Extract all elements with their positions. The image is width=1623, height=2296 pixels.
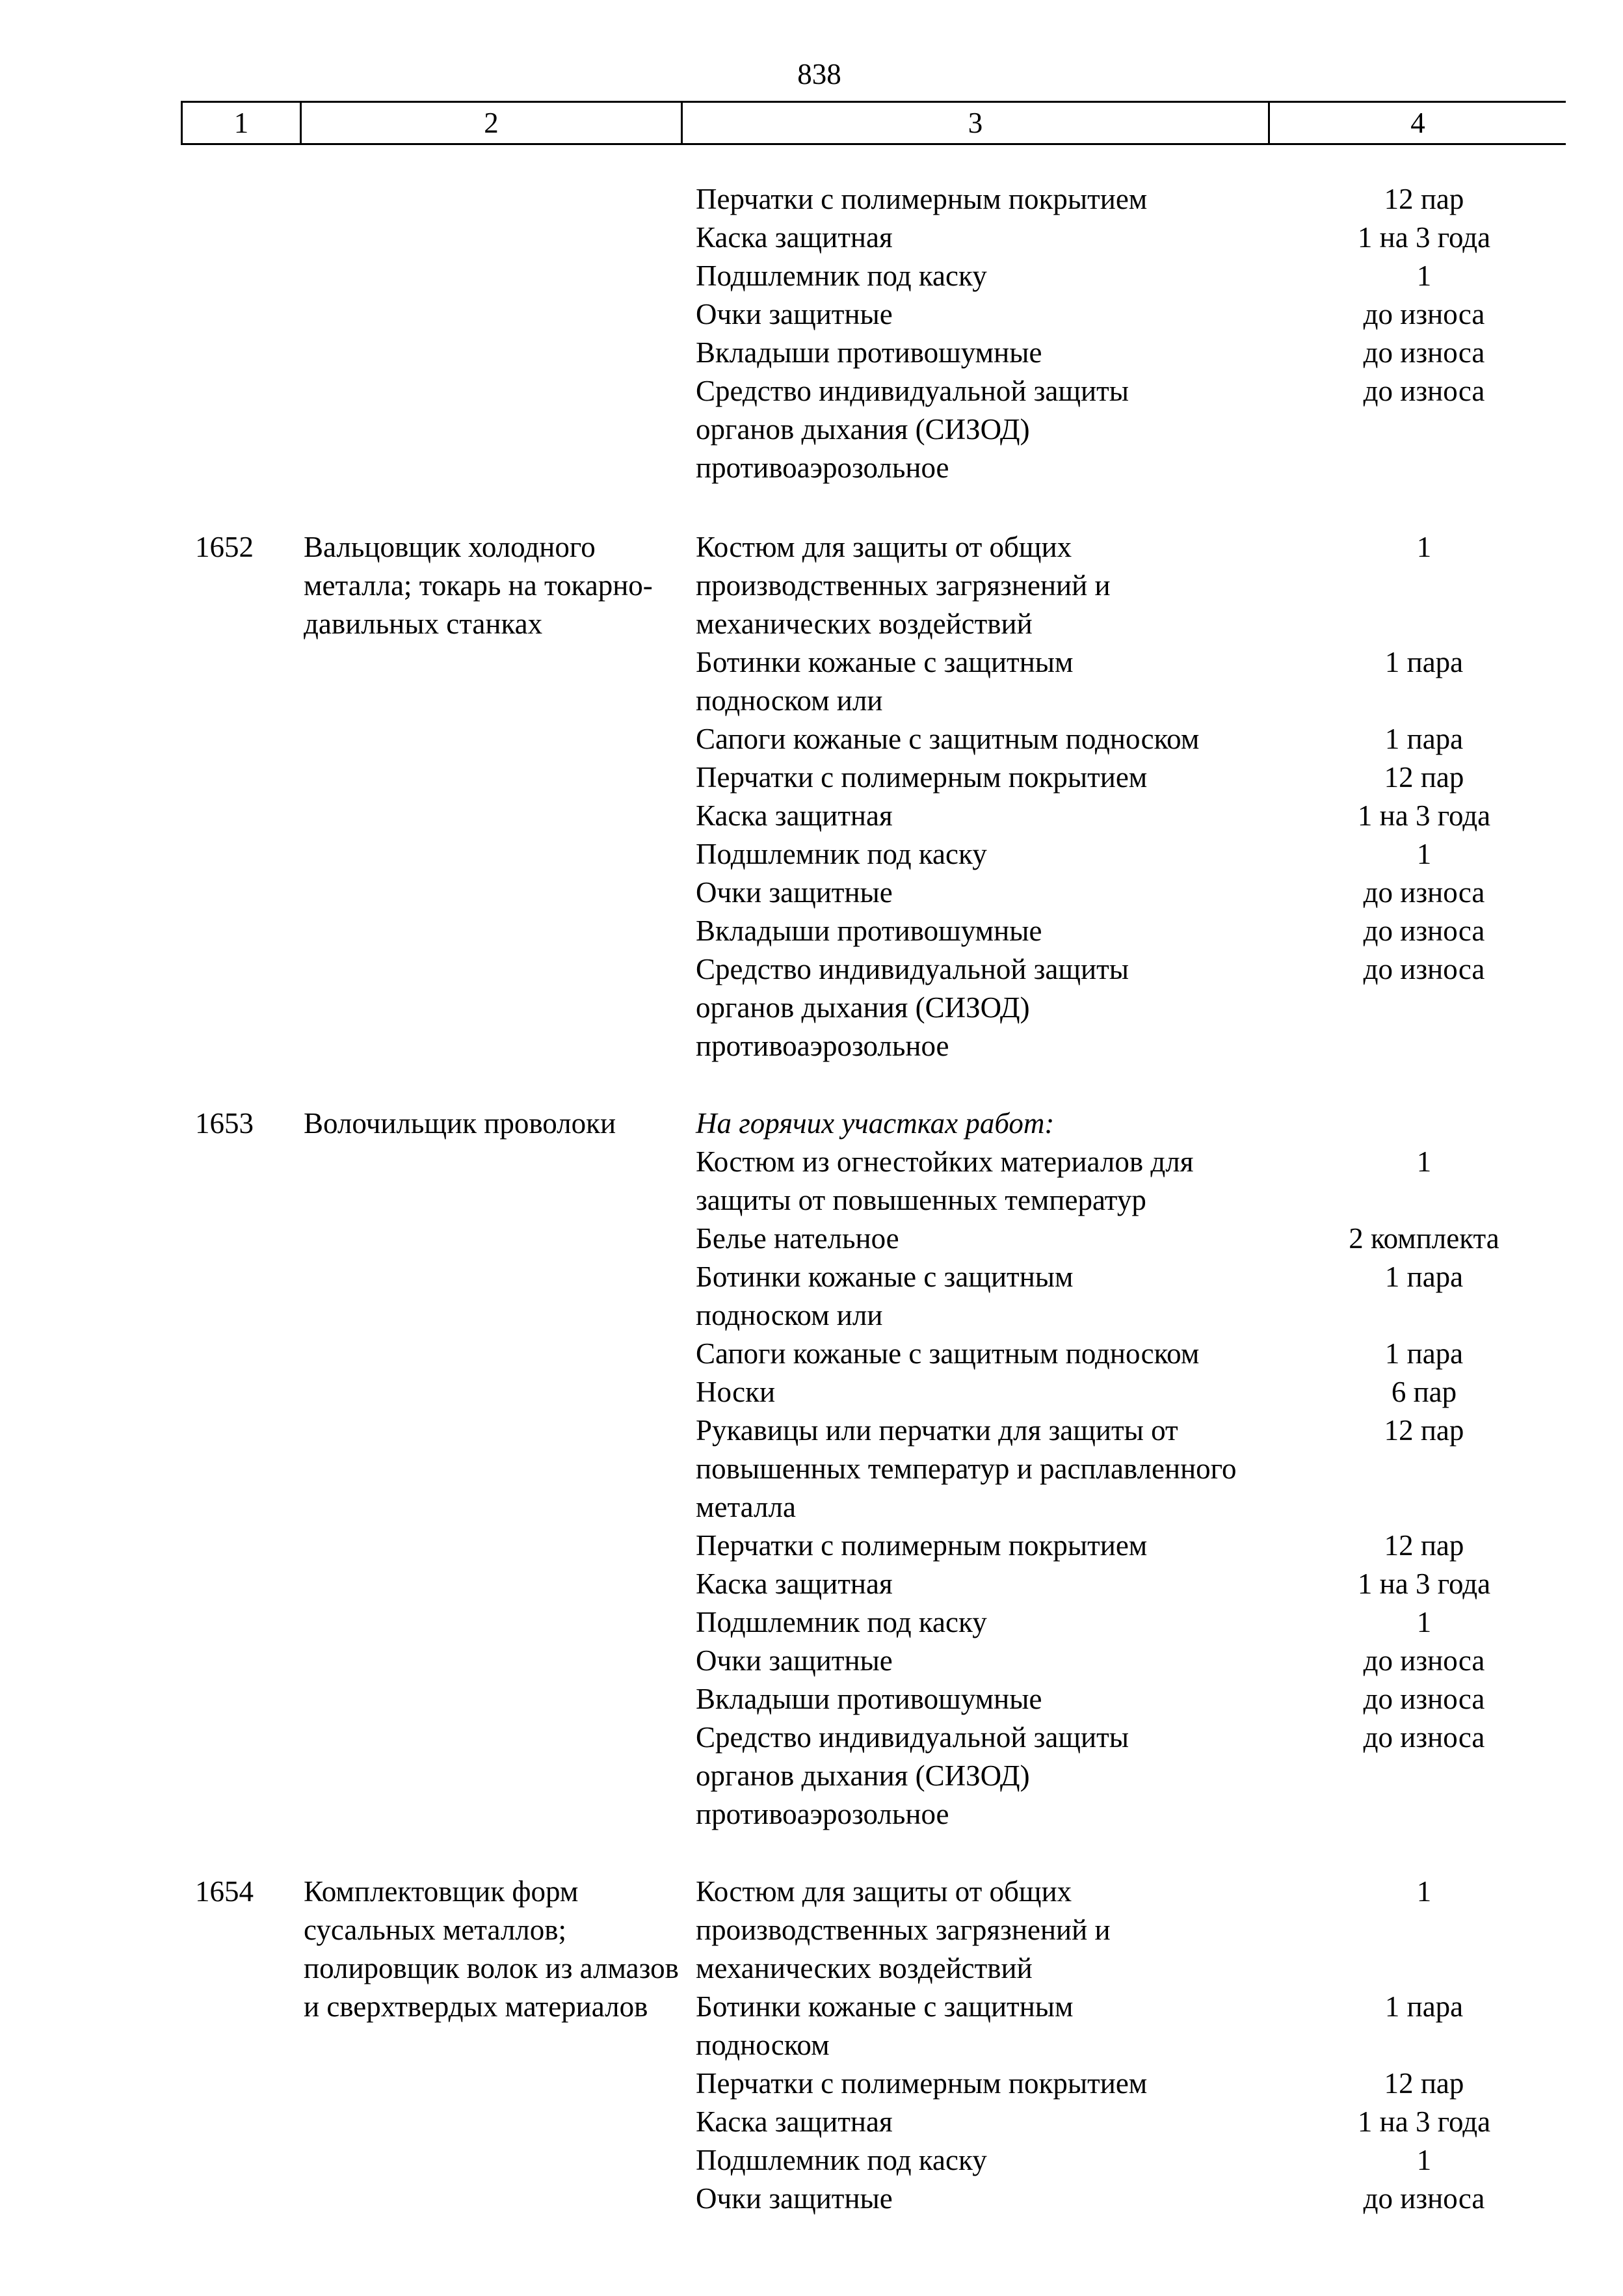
item-quantity: 1 пара: [1384, 723, 1464, 755]
item-quantity: до износа: [1363, 876, 1485, 909]
list-item: [696, 1988, 1464, 2064]
item-quantity: 12 пар: [1384, 1529, 1464, 1562]
list-item: [696, 372, 1485, 487]
item-name: Средство индивидуальной защиты органов дыхания (СИЗОД) противоаэрозольное: [696, 375, 1129, 484]
item-quantity: 1: [1416, 1145, 1432, 1178]
item-name: Вкладыши противошумные: [696, 336, 1042, 369]
item-quantity: до износа: [1363, 1683, 1485, 1715]
item-name: Подшлемник под каску: [696, 838, 987, 870]
item-name: Каска защитная: [696, 799, 893, 832]
item-name: Костюм из огнестойких материалов для защиты от повышенных температур: [696, 1145, 1194, 1216]
item-quantity: 1: [1416, 1875, 1432, 1908]
item-quantity: 12 пар: [1384, 2067, 1464, 2100]
item-quantity: 1 пара: [1384, 1337, 1464, 1370]
list-item: [696, 797, 1491, 835]
item-quantity: 1 на 3 года: [1357, 221, 1491, 254]
item-name: Ботинки кожаные с защитным подноском или: [696, 1261, 1074, 1331]
list-item: [696, 1258, 1464, 1335]
list-item: [696, 1680, 1485, 1718]
section-title-text: На горячих участках работ:: [696, 1107, 1055, 1140]
list-item: [696, 950, 1485, 1065]
item-quantity: 2 комплекта: [1349, 1222, 1499, 1255]
list-item: [696, 180, 1464, 219]
list-item: [696, 2141, 1432, 2180]
item-quantity: 6 пар: [1391, 1376, 1457, 1408]
item-name: Каска защитная: [696, 221, 893, 254]
list-item: [696, 2064, 1464, 2103]
header-col-4: 4: [1410, 107, 1425, 139]
list-item: [696, 643, 1464, 720]
item-quantity: 1: [1416, 260, 1432, 292]
header-col-2: 2: [484, 107, 499, 139]
header-col-1: 1: [233, 107, 249, 139]
item-quantity: до износа: [1363, 336, 1485, 369]
item-quantity: 1: [1416, 838, 1432, 870]
profession-name: Волочильщик проволоки: [304, 1107, 616, 1140]
item-quantity: до износа: [1363, 2182, 1485, 2215]
header-col-3: 3: [968, 107, 983, 139]
list-item: [696, 758, 1464, 797]
item-name: Белье нательное: [696, 1222, 899, 1255]
item-name: Средство индивидуальной защиты органов дыхания (СИЗОД) противоаэрозольное: [696, 1721, 1129, 1830]
item-name: Костюм для защиты от общих производственных загрязнений и механических воздействий: [696, 1875, 1111, 1984]
item-quantity: 12 пар: [1384, 1414, 1464, 1447]
list-item: [696, 912, 1485, 950]
item-name: Костюм для защиты от общих производственных загрязнений и механических воздействий: [696, 531, 1111, 640]
list-item: [696, 1527, 1464, 1565]
item-quantity: 1 на 3 года: [1357, 1568, 1491, 1600]
list-item: [696, 720, 1464, 758]
item-name: Перчатки с полимерным покрытием: [696, 2067, 1148, 2100]
list-item: [696, 295, 1485, 334]
item-name: Перчатки с полимерным покрытием: [696, 1529, 1148, 1562]
list-item: [696, 1565, 1491, 1603]
list-item: [696, 874, 1485, 912]
page-number: 838: [797, 58, 841, 90]
item-name: Носки: [696, 1376, 776, 1408]
list-item: [696, 1873, 1432, 1988]
list-item: [696, 835, 1432, 874]
item-name: Вкладыши противошумные: [696, 914, 1042, 947]
item-quantity: 1 на 3 года: [1357, 799, 1491, 832]
item-name: Ботинки кожаные с защитным подноском: [696, 1990, 1074, 2061]
entry-number: 1652: [195, 531, 254, 563]
item-quantity: до износа: [1363, 953, 1485, 985]
item-quantity: до износа: [1363, 375, 1485, 407]
list-item: [696, 257, 1432, 295]
item-name: Вкладыши противошумные: [696, 1683, 1042, 1715]
item-name: Сапоги кожаные с защитным подноском: [696, 1337, 1200, 1370]
list-item: [696, 1143, 1432, 1220]
list-item: [696, 528, 1432, 643]
list-item: [696, 334, 1485, 372]
item-quantity: 1: [1416, 531, 1432, 563]
item-name: Сапоги кожаные с защитным подноском: [696, 723, 1200, 755]
item-name: Очки защитные: [696, 1644, 893, 1677]
item-name: Подшлемник под каску: [696, 2144, 987, 2176]
item-quantity: до износа: [1363, 298, 1485, 330]
table-header: [181, 101, 1566, 145]
item-quantity: 1 пара: [1384, 1990, 1464, 2023]
item-name: Очки защитные: [696, 298, 893, 330]
section-title: [696, 1104, 1268, 1143]
item-name: Очки защитные: [696, 876, 893, 909]
list-item: [696, 1335, 1464, 1373]
item-quantity: 12 пар: [1384, 183, 1464, 215]
list-item: [696, 1373, 1457, 1411]
list-item: [696, 219, 1491, 257]
item-quantity: 1 на 3 года: [1357, 2105, 1491, 2138]
list-item: [696, 1411, 1464, 1527]
list-item: [696, 1603, 1432, 1642]
entry-number: 1653: [195, 1107, 254, 1140]
item-quantity: 1 пара: [1384, 1261, 1464, 1293]
list-item: [696, 2103, 1491, 2141]
item-name: Средство индивидуальной защиты органов дыхания (СИЗОД) противоаэрозольное: [696, 953, 1129, 1062]
item-quantity: 1: [1416, 1606, 1432, 1638]
item-name: Ботинки кожаные с защитным подноском или: [696, 646, 1074, 717]
profession-name: Комплектовщик форм сусальных металлов; полировщик волок из алмазов и сверхтвердых материалов: [304, 1875, 679, 2023]
item-name: Подшлемник под каску: [696, 260, 987, 292]
item-quantity: до износа: [1363, 1644, 1485, 1677]
list-item: [696, 1718, 1485, 1834]
entry-number: 1654: [195, 1875, 254, 1908]
item-quantity: 12 пар: [1384, 761, 1464, 794]
profession-name: Вальцовщик холодного металла; токарь на токарно-давильных станках: [304, 531, 653, 640]
list-item: [696, 1642, 1485, 1680]
item-quantity: до износа: [1363, 914, 1485, 947]
item-name: Перчатки с полимерным покрытием: [696, 183, 1148, 215]
item-name: Очки защитные: [696, 2182, 893, 2215]
item-quantity: 1: [1416, 2144, 1432, 2176]
list-item: [696, 2180, 1485, 2218]
item-name: Рукавицы или перчатки для защиты от повышенных температур и расплавленного металла: [696, 1414, 1237, 1523]
list-item: [696, 1220, 1499, 1258]
item-name: Каска защитная: [696, 1568, 893, 1600]
item-name: Подшлемник под каску: [696, 1606, 987, 1638]
item-quantity: 1 пара: [1384, 646, 1464, 678]
item-quantity: до износа: [1363, 1721, 1485, 1754]
item-name: Каска защитная: [696, 2105, 893, 2138]
item-name: Перчатки с полимерным покрытием: [696, 761, 1148, 794]
